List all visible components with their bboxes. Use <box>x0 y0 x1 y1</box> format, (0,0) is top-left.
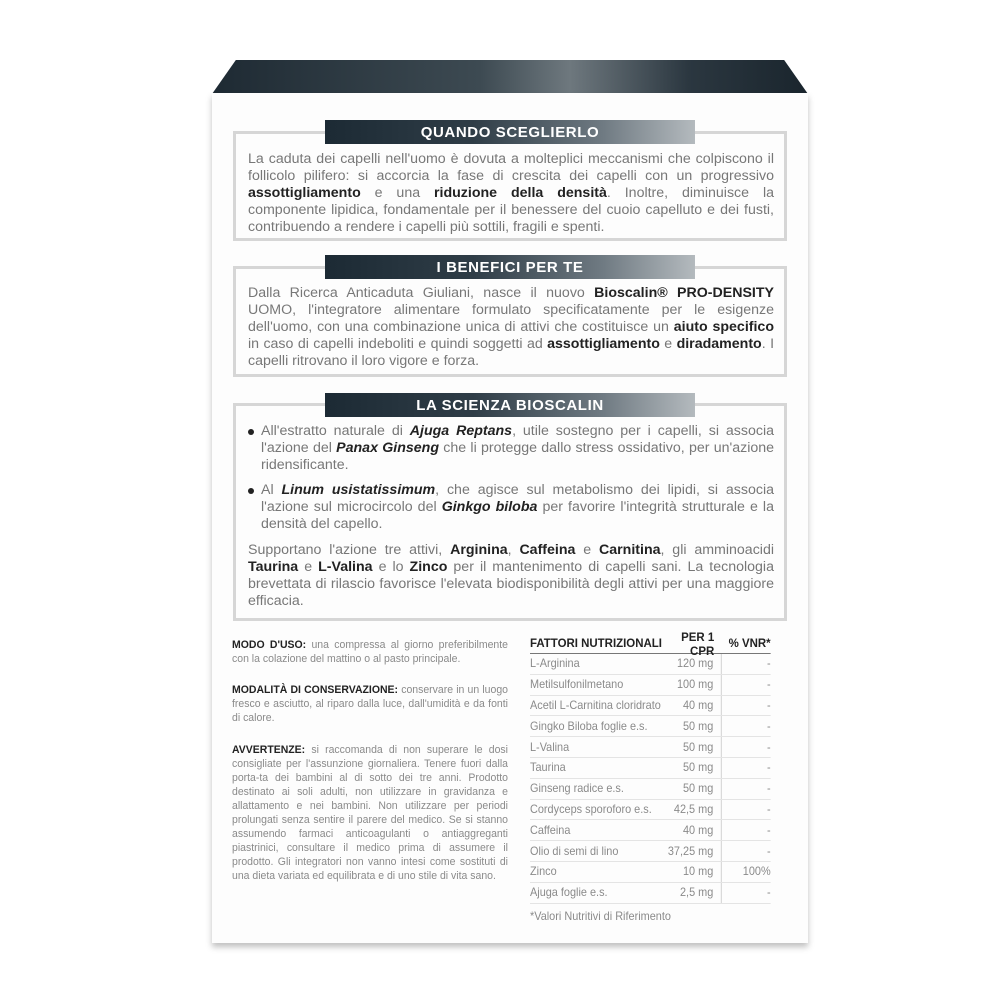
scienza-bullet-2: Al Linum usistatissimum, che agisce sul metabolismo dei lipidi, si associa l'azione sul microcircolo del Ginkgo biloba per favorire l'integrità strutturale e la densità del capello. <box>248 482 774 533</box>
nutrition-col-header: % VNR* <box>728 636 771 650</box>
benefici-text: Dalla Ricerca Anticaduta Giuliani, nasce il nuovo Bioscalin® PRO-DENSITY UOMO, l'integratore alimentare formulato specificatamente per le esigenze dell'uomo, con una combinazione unica di attivi che costituisce un aiuto specifico in caso di capelli indeboliti e quindi soggetti ad assottigliamento e diradamento. I capelli ritrovano il loro vigore e forza. <box>248 285 775 369</box>
table-row: Zinco 10 mg 100% <box>530 862 771 883</box>
header-quando-sceglierlo: QUANDO SCEGLIERLO <box>325 120 695 144</box>
modo-uso: MODO D'USO: una compressa al giorno preferibilmente con la colazione del mattino o al pasto principale. <box>232 639 508 665</box>
nutrition-col-header: FATTORI NUTRIZIONALI <box>530 636 662 650</box>
scienza-paragraph: Supportano l'azione tre attivi, Arginina, Caffeina e Carnitina, gli amminoacidi Taurina e L-Valina e lo Zinco per il mantenimento di capelli sani. La tecnologia brevettata di rilascio favorisce l'elevata biodisponibilità degli attivi per una maggiore efficacia. <box>248 542 774 609</box>
avvertenze: AVVERTENZE: si raccomanda di non superare le dosi consigliate per l'assunzione giornaliera. Tenere fuori dalla porta-ta dei bambini al di sotto dei tre anni. Prodotto destinato ai soli adulti, non utilizzare in gravidanza e allattamento e nei bambini. Non utilizzare per periodi prolungati senza sentire il parere del medico. Se si stanno assumendo farmaci anticoagulanti o antiaggreganti piastrinici, consultare il medico prima di assumere il prodotto. Gli integratori non vanno intesi come sostituti di una dieta variata ed equilibrata e di uno stile di vita sano. <box>232 744 508 882</box>
table-row: Ajuga foglie e.s. 2,5 mg - <box>530 883 771 904</box>
table-row: L-Arginina 120 mg - <box>530 654 771 675</box>
nutrition-col-header: PER 1 CPR <box>681 630 715 658</box>
box-top-edge <box>212 60 808 94</box>
panel-benefici <box>233 266 787 377</box>
table-row: Cordyceps sporoforo e.s. 42,5 mg - <box>530 800 771 821</box>
table-row: Gingko Biloba foglie e.s. 50 mg - <box>530 716 771 737</box>
nutrition-rows <box>530 654 771 904</box>
table-row: Ginseng radice e.s. 50 mg - <box>530 779 771 800</box>
panel-quando-sceglierlo <box>233 131 787 241</box>
table-row: Olio di semi di lino 37,25 mg - <box>530 841 771 862</box>
panel-scienza <box>233 403 787 621</box>
table-row: Taurina 50 mg - <box>530 758 771 779</box>
table-row: Acetil L-Carnitina cloridrato 40 mg - <box>530 696 771 717</box>
table-row: Caffeina 40 mg - <box>530 820 771 841</box>
scienza-text <box>248 423 774 610</box>
nutrition-footnote: *Valori Nutritivi di Riferimento <box>530 909 671 923</box>
table-row: L-Valina 50 mg - <box>530 737 771 758</box>
nutrition-header-row <box>530 630 771 658</box>
header-scienza: LA SCIENZA BIOSCALIN <box>325 393 695 417</box>
bullet-dot-icon <box>248 488 254 494</box>
table-row: Metilsulfonilmetano 100 mg - <box>530 675 771 696</box>
bullet-dot-icon <box>248 429 254 435</box>
nutrition-table <box>530 630 771 923</box>
scienza-bullet-1: All'estratto naturale di Ajuga Reptans, utile sostegno per i capelli, si associa l'azione del Panax Ginseng che li protegge dallo stress ossidativo, per un'azione ridensificante. <box>248 423 774 474</box>
product-box-back <box>212 93 808 943</box>
quando-text: La caduta dei capelli nell'uomo è dovuta a molteplici meccanismi che colpiscono il follicolo pilifero: si accorcia la fase di crescita dei capelli con un progressivo assottigliamento e una riduzione della densità. Inoltre, diminuisce la componente lipidica, fondamentale per il benessere del cuoio capelluto e dei fusti, contribuendo a rendere i capelli più sottili, fragili e spenti. <box>248 151 774 235</box>
conservazione: MODALITÀ DI CONSERVAZIONE: conservare in un luogo fresco e asciutto, al riparo dalla luce, dall'umidità e da fonti di calore. <box>232 684 508 724</box>
header-benefici: I BENEFICI PER TE <box>325 255 695 279</box>
